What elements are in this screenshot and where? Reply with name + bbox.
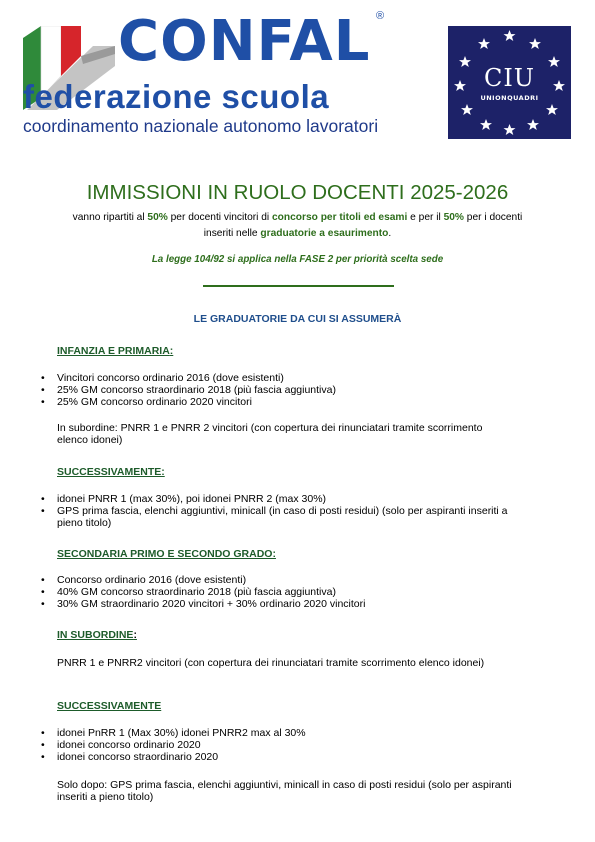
heading-successivamente-2: SUCCESSIVAMENTE	[57, 700, 162, 712]
law-note: La legge 104/92 si applica nella FASE 2 per priorità scelta sede	[151, 254, 444, 265]
intro-highlight: 50%	[443, 212, 464, 223]
heading-infanzia	[57, 345, 173, 357]
heading-successivamente: SUCCESSIVAMENTE:	[57, 466, 165, 478]
list-item: • idonei PnRR 1 (Max 30%) idonei PNRR2 max al 30%	[41, 727, 541, 739]
intro-text: inseriti nelle	[203, 228, 261, 239]
intro-highlight: graduatorie a esaurimento	[260, 228, 389, 239]
heading-colon: :	[169, 345, 174, 357]
note-successivamente-2: Solo dopo: GPS prima fascia, elenchi aggiuntivi, minicall in caso di posti residui (solo per aspiranti inseriti a pieno titolo)	[57, 779, 512, 803]
list-item: • idonei PNRR 1 (max 30%), poi idonei PNRR 2 (max 30%)	[41, 493, 511, 505]
intro-highlight: 50%	[147, 212, 168, 223]
list-item: • 25% GM concorso straordinario 2018 (più fascia aggiuntiva)	[41, 384, 541, 396]
list-item: • idonei concorso straordinario 2020	[41, 751, 541, 763]
divider	[203, 285, 394, 287]
list-item: • Vincitori concorso ordinario 2016 (dove esistenti)	[41, 372, 541, 384]
list-successivamente	[41, 493, 511, 529]
intro-text: per i docenti	[463, 212, 523, 223]
list-item: • Concorso ordinario 2016 (dove esistenti)	[41, 574, 541, 586]
list-item: • 30% GM straordinario 2020 vincitori + 30% ordinario 2020 vincitori	[41, 598, 541, 610]
intro-text: e per il	[407, 212, 444, 223]
heading-secondaria: SECONDARIA PRIMO E SECONDO GRADO:	[57, 548, 276, 560]
list-successivamente-2	[41, 727, 541, 763]
note-infanzia: In subordine: PNRR 1 e PNRR 2 vincitori (con copertura dei rinunciatari tramite scorrimento elenco idonei)	[57, 422, 483, 446]
registered-mark: ®	[376, 10, 385, 22]
heading-subordine	[57, 629, 137, 641]
heading-text: INFANZIA E PRIMARIA	[57, 345, 170, 357]
intro-highlight: concorso per titoli ed esami	[272, 212, 408, 223]
ciu-badge	[448, 26, 571, 139]
list-item: • 40% GM concorso straordinario 2018 (più fascia aggiuntiva)	[41, 586, 541, 598]
list-item: • 25% GM concorso ordinario 2020 vincitori	[41, 396, 541, 408]
brand-tagline: coordinamento nazionale autonomo lavoratori	[23, 116, 379, 136]
text-subordine: PNRR 1 e PNRR2 vincitori (con copertura dei rinunciatari tramite scorrimento elenco idonei)	[57, 657, 485, 669]
heading-text: IN SUBORDINE	[57, 629, 134, 641]
brand-name: CONFAL	[118, 9, 371, 74]
badge-text: CIU	[483, 64, 536, 92]
page-title: IMMISSIONI IN RUOLO DOCENTI 2025-2026	[86, 181, 509, 204]
list-secondaria	[41, 574, 541, 610]
intro-line-2	[40, 226, 555, 242]
badge-subtext: UNIONQUADRI	[480, 94, 539, 102]
federation-name: federazione scuola	[23, 78, 330, 115]
list-item: • idonei concorso ordinario 2020	[41, 739, 541, 751]
list-item: • GPS prima fascia, elenchi aggiuntivi, minicall (in caso di posti residui) (solo per aspiranti inseriti a pieno titolo)	[41, 505, 511, 529]
list-infanzia	[41, 372, 541, 408]
intro-paragraph	[40, 210, 555, 242]
intro-text: .	[388, 228, 392, 239]
heading-colon: :	[133, 629, 137, 641]
section-title: LE GRADUATORIE DA CUI SI ASSUMERÀ	[193, 313, 402, 325]
intro-line-1	[40, 210, 555, 226]
intro-text: vanno ripartiti al	[72, 212, 148, 223]
intro-text: per docenti vincitori di	[167, 212, 273, 223]
